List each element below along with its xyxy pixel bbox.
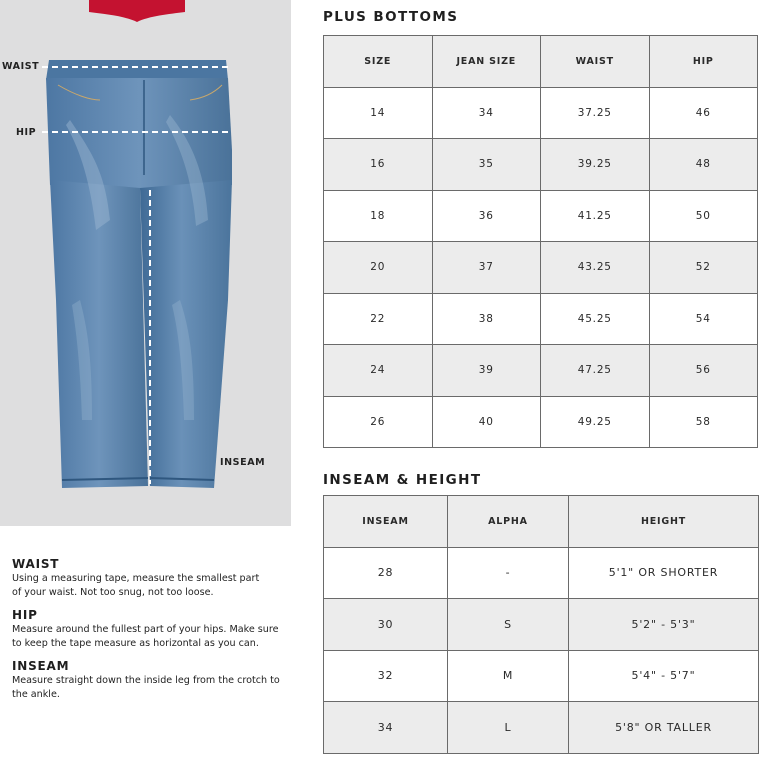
- hip-guide-text: to keep the tape measure as horizontal as you can.: [12, 638, 259, 649]
- table-row: [324, 599, 759, 651]
- table-cell: 26: [324, 396, 433, 448]
- table-cell: 18: [324, 190, 433, 242]
- table-cell: S: [448, 599, 569, 651]
- table-cell: L: [448, 702, 569, 754]
- waist-guide-text: Using a measuring tape, measure the smallest part: [12, 573, 260, 584]
- inseam-guide-text: Measure straight down the inside leg from the crotch to: [12, 675, 280, 686]
- table-cell: 52: [649, 242, 758, 294]
- column-header: HEIGHT: [569, 496, 759, 548]
- table-row: [324, 242, 758, 294]
- table-row: [324, 396, 758, 448]
- jeans-illustration: [0, 0, 291, 526]
- table-cell: 32: [324, 650, 448, 702]
- column-header: INSEAM: [324, 496, 448, 548]
- inseam-height-table: [323, 495, 759, 754]
- table-row: [324, 139, 758, 191]
- table-cell: 30: [324, 599, 448, 651]
- table-row: [324, 87, 758, 139]
- hip-guide-text: Measure around the fullest part of your hips. Make sure: [12, 624, 279, 635]
- column-header: ALPHA: [448, 496, 569, 548]
- table-row: [324, 547, 759, 599]
- waist-label: WAIST: [2, 61, 40, 72]
- inseam-height-title: INSEAM & HEIGHT: [323, 472, 482, 488]
- table-cell: 16: [324, 139, 433, 191]
- hip-guide-title: HIP: [12, 608, 38, 622]
- table-cell: 35: [432, 139, 541, 191]
- table-cell: 38: [432, 293, 541, 345]
- table-row: [324, 650, 759, 702]
- hip-guide: [12, 607, 297, 651]
- measure-guide: [12, 556, 297, 709]
- table-row: [324, 345, 758, 397]
- table-cell: M: [448, 650, 569, 702]
- plus-bottoms-title: PLUS BOTTOMS: [323, 9, 459, 25]
- inseam-guide: [12, 658, 297, 702]
- table-header-row: [324, 496, 759, 548]
- table-cell: 5'8" OR TALLER: [569, 702, 759, 754]
- table-cell: 39: [432, 345, 541, 397]
- table-cell: 34: [324, 702, 448, 754]
- table-row: [324, 190, 758, 242]
- table-cell: 47.25: [541, 345, 650, 397]
- table-cell: 37: [432, 242, 541, 294]
- column-header: JEAN SIZE: [432, 36, 541, 88]
- table-row: [324, 293, 758, 345]
- table-cell: 49.25: [541, 396, 650, 448]
- table-cell: 34: [432, 87, 541, 139]
- table-cell: 24: [324, 345, 433, 397]
- inseam-guide-text: the ankle.: [12, 689, 60, 700]
- table-cell: 5'1" OR SHORTER: [569, 547, 759, 599]
- table-cell: 45.25: [541, 293, 650, 345]
- table-cell: 56: [649, 345, 758, 397]
- inseam-label: INSEAM: [220, 457, 266, 468]
- hip-label: HIP: [16, 127, 37, 138]
- waist-guide-title: WAIST: [12, 557, 60, 571]
- inseam-guide-title: INSEAM: [12, 659, 70, 673]
- waist-guide: [12, 556, 297, 600]
- column-header: SIZE: [324, 36, 433, 88]
- table-cell: 5'4" - 5'7": [569, 650, 759, 702]
- product-image-panel: [0, 0, 291, 526]
- table-cell: 50: [649, 190, 758, 242]
- table-row: [324, 702, 759, 754]
- table-cell: 54: [649, 293, 758, 345]
- table-cell: 22: [324, 293, 433, 345]
- column-header: WAIST: [541, 36, 650, 88]
- table-cell: 36: [432, 190, 541, 242]
- table-cell: 28: [324, 547, 448, 599]
- plus-bottoms-table: [323, 35, 758, 448]
- table-cell: -: [448, 547, 569, 599]
- table-cell: 58: [649, 396, 758, 448]
- table-cell: 37.25: [541, 87, 650, 139]
- levis-logo: [89, 0, 185, 22]
- table-cell: 14: [324, 87, 433, 139]
- waist-guide-text: of your waist. Not too snug, not too loose.: [12, 587, 214, 598]
- table-cell: 41.25: [541, 190, 650, 242]
- table-cell: 43.25: [541, 242, 650, 294]
- table-cell: 39.25: [541, 139, 650, 191]
- column-header: HIP: [649, 36, 758, 88]
- table-header-row: [324, 36, 758, 88]
- table-cell: 40: [432, 396, 541, 448]
- table-cell: 5'2" - 5'3": [569, 599, 759, 651]
- table-cell: 48: [649, 139, 758, 191]
- table-cell: 20: [324, 242, 433, 294]
- table-cell: 46: [649, 87, 758, 139]
